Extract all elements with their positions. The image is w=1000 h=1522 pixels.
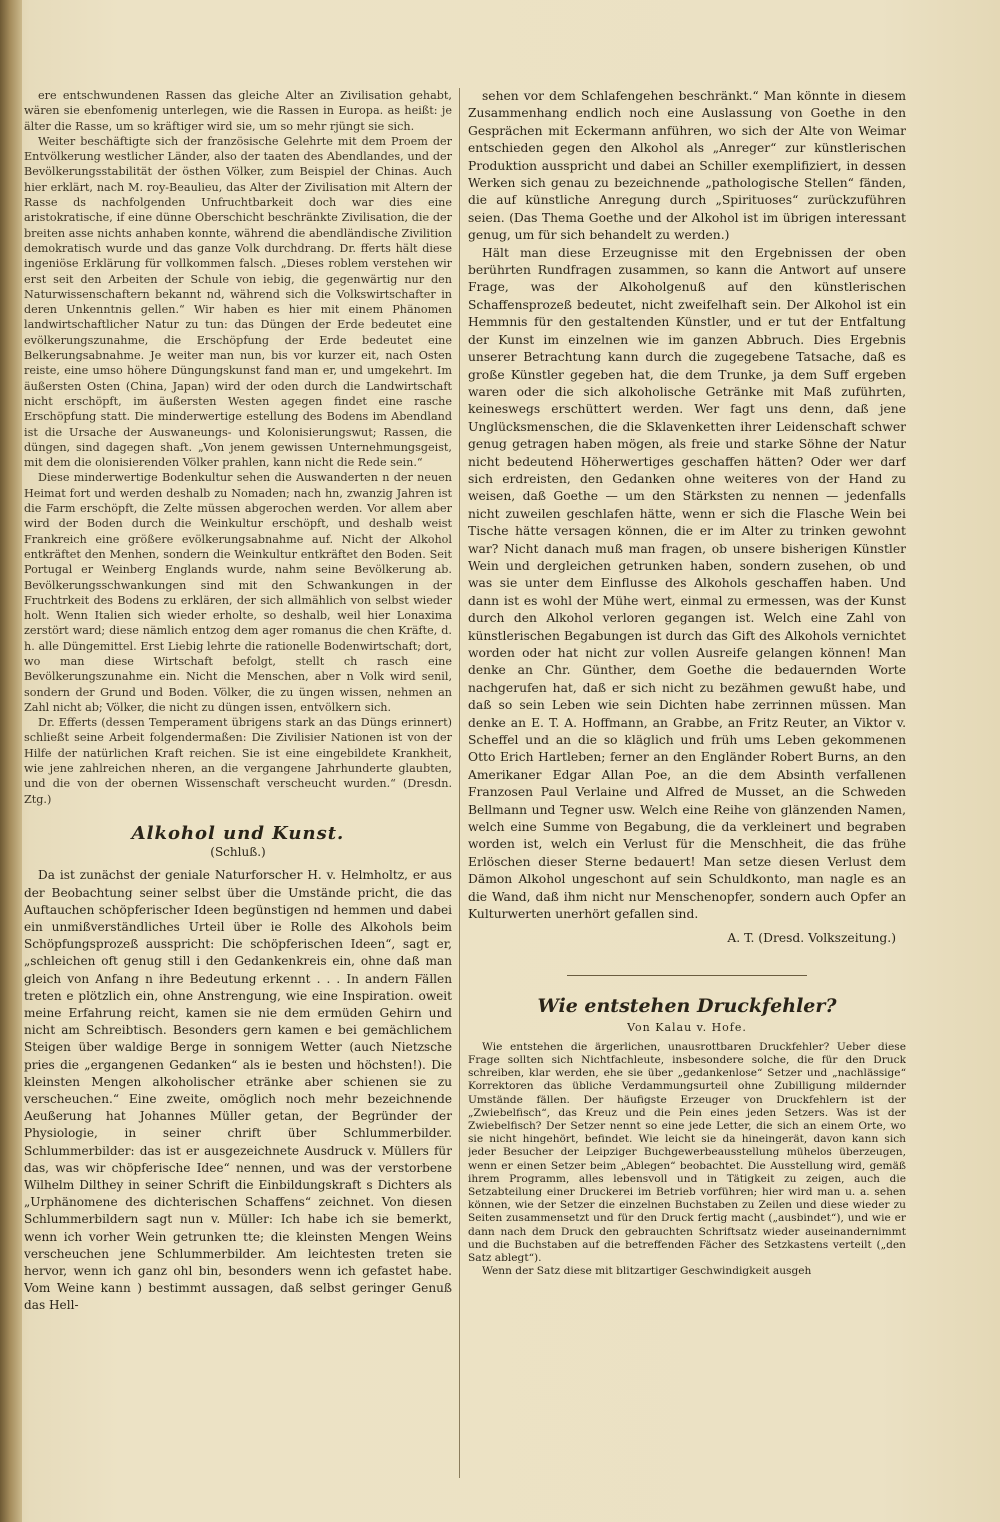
article-paragraph: Hält man diese Erzeugnisse mit den Ergebnissen der oben berührten Rundfragen zusammen, so kann die Antwort auf unsere Frage, was der Alkoholgenuß auf den künstlerischen Schaffensprozeß bedeutet, nicht zweifelhaft sein. Der Alkohol ist ein Hemmnis für den gestaltenden Künstler, und er tut der Entfaltung der Kunst im einzelnen wie im ganzen Abbruch. Dies Ergebnis unserer Betrachtung kann durch die zugegebene Tatsache, daß es große Künstler gegeben hat, die dem Trunke, ja dem Suff ergeben waren oder die sich alkoholische Getränke mit Maß zuführten, keineswegs erschüttert werden. Wer fagt uns denn, daß jene Unglücksmenschen, die die Sklavenketten ihrer Leidenschaft schwer genug getragen haben mögen, als freie und starke Söhne der Natur nicht bedeutend Höherwertiges geschaffen hätten? Oder wer darf sich erdreisten, den Gedanken ohne weiteres von der Hand zu weisen, daß Goethe — um den Stärksten zu nennen — jedenfalls nicht zuweilen geschlafen hätte, wenn er sich die Flasche Wein bei Tische hätte versagen können, die er im Alter zu trinken gewohnt war? Nicht danach muß man fragen, ob unsere bisherigen Künstler Wein und dergleichen getrunken haben, sondern zusehen, ob und was sie unter dem Einflusse des Alkohols geschaffen haben. Und dann ist es wohl der Mühe wert, einmal zu ermessen, was der Kunst durch den Alkohol verloren gegangen ist. Welch eine Zahl von künstlerischen Begabungen ist durch das Gift des Alkohols vernichtet worden oder hat nicht zur vollen Ausreife gelangen können! Man denke an Chr. Günther, dem Goethe die bedauernden Worte nachgerufen hat, daß er sich nicht zu bezähmen gewußt habe, und daß so sein Leben wie sein Dichten habe zerrinnen müssen. Man denke an E. T. A. Hoffmann, an Grabbe, an Fritz Reuter, an Viktor v. Scheffel und an die so kläglich und früh ums Leben gekommenen Otto Erich Hartleben; ferner an den Engländer Robert Burns, an den Amerikaner Edgar Allan Poe, an die dem Absinth verfallenen Franzosen Paul Verlaine und Alfred de Musset, an die Schweden Bellmann und Tegner usw. Welch eine Reihe von glänzenden Namen, welch eine Summe von Begabung, die da verkleinert und begraben worden ist, welch ein Verlust für die Menschheit, die das frühe Erlöschen dieser Sterne bedauert! Man setze diesen Verlust dem Dämon Alkohol ungeschont auf sein Schuldkonto, man nagle es an die Wand, daß ihm nicht nur Menschenopfer, sondern auch Opfer an Kulturwerten unerhört gefallen sind.	[468, 245, 906, 922]
article-title-alkohol-und-kunst: Alkohol und Kunst.	[131, 822, 345, 844]
article-byline: Von Kalau v. Hofe.	[627, 1021, 747, 1035]
essay-paragraph: Weiter beschäftigte sich der französische Gelehrte mit dem Proem der Entvölkerung westlicher Länder, also der taaten des Abendlandes, und der Bevölkerungsstabilität der östhen Völker, zum Beispiel der Chinas. Auch hier erklärt, nach M. roy-Beaulieu, das Alter der Zivilisation mit Altern der Rasse ds nachfolgenden Unfruchtbarkeit doch war dies eine aristokratische, if eine dünne Oberschicht beschränkte Zivilisation, die der breiten asse nichts anhaben konnte, während die abendländische Zivilition demokratisch wurde und das ganze Volk durchdrang. Dr. fferts hält diese ingeniöse Erklärung für vollkommen falsch. „Dieses roblem verstehen wir erst seit den Arbeiten der Schule von iebig, die gegenwärtig nur den Naturwissenschaftern bekannt nd, während sich die Volkswirtschafter in deren Unkenntnis gellen.“ Wir haben es hier mit einem Phänomen landwirtschaftlicher Natur zu tun: das Düngen der Erde bedeutet eine evölkerungszunahme, die Erschöpfung der Erde bedeutet eine Belkerungsabnahme. Je weiter man nun, bis vor kurzer eit, nach Osten reiste, eine umso höhere Düngungskunst fand man er, und umgekehrt. Im äußersten Osten (China, Japan) wird der oden durch die Landwirtschaft nicht erschöpft, im äußersten Westen agegen findet eine rasche Erschöpfung statt. Die minderwertige estellung des Bodens im Abendland ist die Ursache der Auswaneungs- und Kolonisierungswut; Rassen, die düngen, sind dagegen shaft. „Von jenem gewissen Unternehmungsgeist, mit dem die olonisierenden Völker prahlen, kann nicht die Rede sein.“	[24, 134, 452, 470]
essay-paragraph: ere entschwundenen Rassen das gleiche Alter an Zivilisation gehabt, wären sie ebenfomenig unterlegen, wie die Rassen in Europa. as heißt: je älter die Rasse, um so kräftiger wird sie, um so mehr rjüngt sie sich.	[24, 89, 452, 133]
article-paragraph: Wenn der Satz diese mit blitzartiger Geschwindigkeit ausgeh	[482, 1265, 812, 1278]
section-divider	[567, 975, 807, 976]
article-subtitle-schluss: (Schluß.)	[210, 845, 266, 860]
column-divider	[459, 88, 460, 1478]
essay-paragraph: Dr. Efferts (dessen Temperament übrigens stark an das Düngs erinnert) schließt seine Arbeit folgendermaßen: Die Zivilisier Nationen ist von der Hilfe der natürlichen Kraft reichen. Sie ist eine eingebildete Krankheit, wie jene zahlreichen nheren, an die vergangene Jahrhunderte glaubten, und die von der obernen Wissenschaft verscheucht wurden.“ (Dresdn. Ztg.)	[24, 716, 452, 806]
article-paragraph: sehen vor dem Schlafengehen beschränkt.“ Man könnte in diesem Zusammenhang endlich noch eine Auslassung von Goethe in den Gesprächen mit Eckermann anführen, wo sich der Alte von Weimar entschieden gegen den Alkohol als „Anreger“ zur künstlerischen Produktion ausspricht und dabei an Schiller exemplifiziert, in dessen Werken sich genau zu bezeichnende „pathologische Stellen“ fänden, die auf künstliche Anregung durch „Spirituoses“ zurückzuführen seien. (Das Thema Goethe und der Alkohol ist im übrigen interessant genug, um für sich behandelt zu werden.)	[468, 89, 906, 243]
article-paragraph: Wie entstehen die ärgerlichen, unausrottbaren Druckfehler? Ueber diese Frage sollten sich Nichtfachleute, insbesondere solche, die für den Druck schreiben, klar werden, ehe sie über „gedankenlose“ Setzer und „nachlässige“ Korrektoren das übliche Verdammungsurteil ohne Zubilligung mildernder Umstände fällen. Der häufigste Erzeuger von Druckfehlern ist der „Zwiebelfisch“, das Kreuz und die Pein eines jeden Setzers. Was ist der Zwiebelfisch? Der Setzer nennt so eine jede Letter, die sich an einem Orte, wo sie nicht hingehört, befindet. Wie leicht sie da hineingerät, davon kann sich jeder Besucher der Leipziger Buchgewerbeausstellung mühelos überzeugen, wenn er einen Setzer beim „Ablegen“ beobachtet. Die Ausstellung wird, gemäß ihrem Programm, alles lebensvoll und in Tätigkeit zu zeigen, auch die Setzabteilung einer Druckerei im Betrieb vorführen; hier wird man u. a. sehen können, wie der Setzer die einzelnen Buchstaben zu Zeilen und diese wieder zu Seiten zusammensetzt und für den Druck fertig macht („ausbindet“), und wie er dann nach dem Druck den gebrauchten Schriftsatz wieder auseinandernimmt und die Buchstaben auf die betreffenden Fächer des Setzkastens verteilt („den Satz ablegt“).	[468, 1040, 906, 1264]
article-title-druckfehler: Wie entstehen Druckfehler?	[537, 994, 837, 1017]
article-paragraph: Da ist zunächst der geniale Naturforscher H. v. Helmholtz, er aus der Beobachtung seiner selbst über die Umstände pricht, die das Auftauchen schöpferischer Ideen begünstigen nd hemmen und dabei ein unmißverständliches Urteil über ie Rolle des Alkohols beim Schöpfungsprozeß ausspricht: Die schöpferischen Ideen“, sagt er, „schleichen oft genug still i den Gedankenkreis ein, ohne daß man gleich von Anfang n ihre Bedeutung erkennt . . . In andern Fällen treten e plötzlich ein, ohne Anstrengung, wie eine Inspiration. oweit meine Erfahrung reicht, kamen sie nie dem ermüden Gehirn und nicht am Schreibtisch. Besonders gern kamen e bei gemächlichem Steigen über waldige Berge in sonnigem Wetter (auch Nietzsche pries die „ergangenen Gedanken“ als ie besten und höchsten!). Die kleinsten Mengen alkoholischer etränke aber schienen sie zu verscheuchen.“ Eine zweite, omöglich noch mehr bezeichnende Aeußerung hat Johannes Müller getan, der Begründer der Physiologie, in seiner chrift über Schlummerbilder. Schlummerbilder: das ist er ausgezeichnete Ausdruck v. Müllers für das, was wir chöpferische Idee“ nennen, und was der verstorbene Wilhelm Dilthey in seiner Schrift die Einbildungskraft s Dichters als „Urphänomene des dichterischen Schaffens“ zeichnet. Von diesen Schlummerbildern sagt nun v. Müller: Ich habe ich sie bemerkt, wenn ich vorher Wein getrunken tte; die kleinsten Mengen Weins verscheuchen jene Schlummerbilder. Am leichtesten treten sie hervor, wenn ich ganz ohl bin, besonders wenn ich gefastet habe. Vom Weine kann ) bestimmt aussagen, daß selbst geringer Genuß das Hell-	[24, 868, 452, 1313]
article-population-essay	[24, 88, 452, 807]
article-druckfehler-body	[468, 1041, 906, 1279]
page-binding-edge	[0, 0, 22, 1522]
essay-paragraph: Diese minderwertige Bodenkultur sehen die Auswanderten n der neuen Heimat fort und werden deshalb zu Nomaden; nach hn, zwanzig Jahren ist die Farm erschöpft, die Zelte müssen abgerochen werden. Vor allem aber wird der Boden durch die Weinkultur erschöpft, und deshalb weist Frankreich eine größere evölkerungsabnahme auf. Nicht der Alkohol entkräftet den Menhen, sondern die Weinkultur entkräftet den Boden. Seit Portugal er Weinberg Englands wurde, nahm seine Bevölkerung ab. Bevölkerungsschwankungen sind mit den Schwankungen in der Fruchtrkeit des Bodens zu erklären, der sich allmählich von selbst wieder holt. Wenn Italien sich wieder erholte, so deshalb, weil hier Lonaxima zerstört ward; diese nämlich entzog dem ager romanus die chen Kräfte, d. h. alle Düngemittel. Erst Liebig lehrte die rationelle Bodenwirtschaft; dort, wo man diese Wirtschaft befolgt, stellt ch rasch eine Bevölkerungszunahme ein. Nicht die Menschen, aber n Volk wird senil, sondern der Grund und Boden. Völker, die zu üngen wissen, nehmen an Zahl nicht ab; Völker, die nicht zu düngen issen, entvölkern sich.	[24, 471, 452, 714]
article-signature: A. T. (Dresd. Volkszeitung.)	[727, 930, 896, 945]
right-column	[468, 88, 906, 1468]
left-column	[24, 88, 452, 1460]
